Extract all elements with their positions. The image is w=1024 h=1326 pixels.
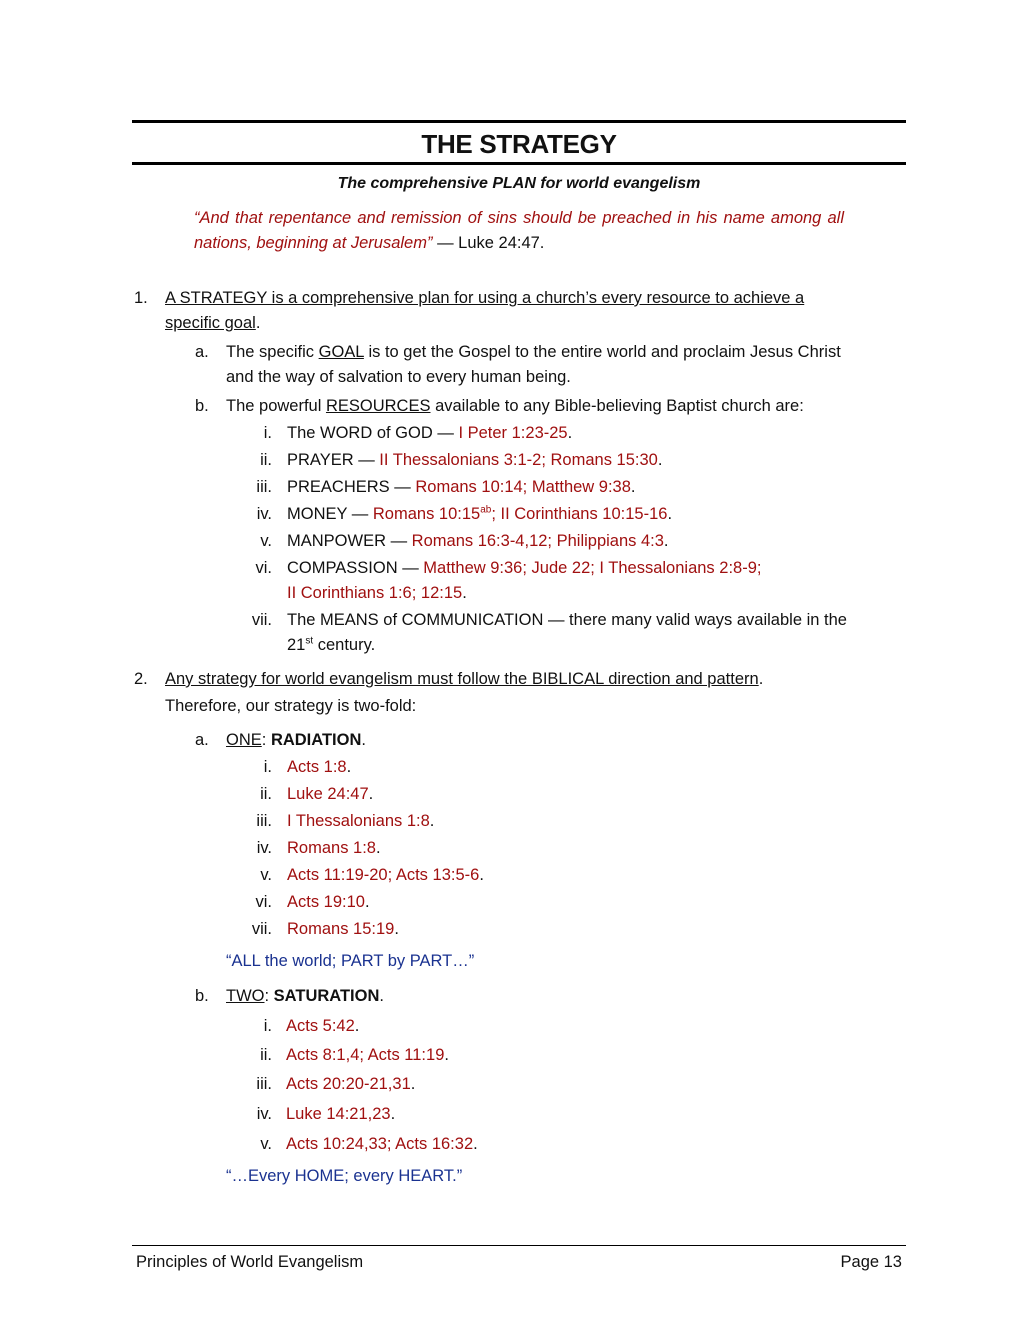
saturation-item-number: iii. <box>256 1075 272 1093</box>
section-2-number: 2. <box>134 670 148 688</box>
resource-item-number: iii. <box>256 478 272 496</box>
section-2b-number: b. <box>195 987 209 1005</box>
footer-page-number: Page 13 <box>840 1253 902 1271</box>
page-subtitle: The comprehensive PLAN for world evangelism <box>337 175 701 192</box>
scripture-reference: Luke 14:21,23 <box>286 1105 391 1123</box>
period: . <box>346 758 352 776</box>
radiation-item-number: iii. <box>256 812 272 830</box>
century-word: century. <box>313 636 376 654</box>
scripture-reference: Matthew 9:36; Jude 22; I Thessalonians 2:8-9; <box>418 559 762 577</box>
scripture-reference: Romans 1:8 <box>287 839 376 857</box>
radiation-heading <box>226 729 366 751</box>
resource-item <box>287 530 669 552</box>
scripture-reference: I Thessalonians 1:8 <box>287 812 430 830</box>
resource-label: PREACHERS — <box>287 478 411 496</box>
radiation-item-number: v. <box>260 866 272 884</box>
section-2-heading-line-2: Therefore, our strategy is two-fold: <box>165 697 417 715</box>
scripture-reference: Romans 10:14; Matthew 9:38 <box>410 478 631 496</box>
strategy-two-key: TWO <box>226 987 265 1005</box>
resource-item-number: iv. <box>256 505 272 523</box>
period: . <box>375 839 381 857</box>
period: . <box>429 812 435 830</box>
section-1b-number: b. <box>195 397 209 415</box>
footer-document-title: Principles of World Evangelism <box>136 1253 364 1271</box>
period: . <box>657 451 663 469</box>
period: . <box>368 785 374 803</box>
page-title: THE STRATEGY <box>421 129 617 159</box>
period: . <box>394 920 399 938</box>
verse-superscript: ab <box>480 504 492 516</box>
section-2a-number: a. <box>195 731 209 749</box>
scripture-reference: Romans 16:3-4,12; Philippians 4:3 <box>407 532 664 550</box>
resource-item: The MEANS of COMMUNICATION — there many valid ways available in the <box>287 611 847 629</box>
saturation-item <box>286 1015 359 1037</box>
resource-item-continuation <box>287 582 467 604</box>
section-1-heading-line-2 <box>165 312 260 334</box>
saturation-item-number: i. <box>263 1017 272 1035</box>
saturation-item <box>286 1044 449 1066</box>
section-1-heading-line-1: A STRATEGY is a comprehensive plan for using a church’s every resource to achieve a <box>165 289 805 307</box>
resource-item <box>287 449 662 471</box>
resource-label: The WORD of GOD — <box>287 424 454 442</box>
resource-label: MANPOWER — <box>287 532 408 550</box>
scripture-reference: Acts 10:24,33; Acts 16:32 <box>286 1135 474 1153</box>
period: . <box>444 1046 449 1064</box>
radiation-item-number: vii. <box>251 920 272 938</box>
section-1a-line-1 <box>226 341 841 363</box>
scripture-reference: Acts 11:19-20; Acts 13:5-6 <box>287 866 480 884</box>
resource-item-number: ii. <box>260 451 272 469</box>
period: . <box>390 1105 396 1123</box>
radiation-item <box>287 891 370 913</box>
saturation-item-number: ii. <box>260 1046 272 1064</box>
saturation-item <box>286 1103 395 1125</box>
strategy-one-name: RADIATION <box>270 731 362 749</box>
quote-reference: — Luke 24:47. <box>432 234 545 252</box>
scripture-reference: Romans 15:19 <box>287 920 395 938</box>
saturation-heading <box>226 985 384 1007</box>
period: . <box>410 1075 416 1093</box>
period: . <box>663 532 669 550</box>
resource-label: COMPASSION — <box>287 559 419 577</box>
section-1-number: 1. <box>134 289 148 307</box>
radiation-item <box>287 783 373 805</box>
radiation-motto: “ALL the world; PART by PART…” <box>226 952 475 970</box>
goal-keyword: GOAL <box>318 343 364 361</box>
resource-label: PRAYER — <box>287 451 375 469</box>
section-1-heading-period: . <box>255 314 261 332</box>
title-top-rule <box>132 120 906 123</box>
title-bottom-rule <box>132 162 906 165</box>
scripture-reference: II Thessalonians 3:1-2; Romans 15:30 <box>374 451 658 469</box>
section-1-heading-tail: specific goal <box>165 314 256 332</box>
ordinal-superscript: st <box>305 635 314 647</box>
opening-scripture-quote <box>194 206 844 256</box>
quote-text: “And that repentance and remission of sins should be preached in his name among all nations, beginning at Jerusalem” <box>194 209 844 252</box>
footer-rule <box>132 1245 906 1246</box>
resource-item <box>287 557 761 579</box>
saturation-item <box>286 1133 478 1155</box>
scripture-reference: Acts 5:42 <box>286 1017 355 1035</box>
goal-description: is to get the Gospel to the entire world and proclaim Jesus Christ <box>363 343 841 361</box>
saturation-motto: “…Every HOME; every HEART.” <box>226 1167 463 1185</box>
resource-item-number: vi. <box>255 559 272 577</box>
saturation-item-number: iv. <box>256 1105 272 1123</box>
resources-description: available to any Bible-believing Baptist church are: <box>430 397 804 415</box>
resource-item-number: i. <box>263 424 272 442</box>
scripture-reference: I Peter 1:23-25 <box>453 424 568 442</box>
scripture-reference: Acts 8:1,4; Acts 11:19 <box>286 1046 445 1064</box>
period: . <box>479 866 484 884</box>
section-1a-line-2: and the way of salvation to every human being. <box>226 368 571 386</box>
resource-item-continuation <box>287 634 375 656</box>
radiation-item-number: iv. <box>256 839 272 857</box>
radiation-item <box>287 756 351 778</box>
period: . <box>758 670 764 688</box>
resource-item-number: v. <box>260 532 272 550</box>
radiation-item <box>287 837 381 859</box>
section-1a-number: a. <box>195 343 209 361</box>
saturation-item-number: v. <box>260 1135 272 1153</box>
period: . <box>462 584 467 602</box>
resource-item <box>287 476 636 498</box>
period: . <box>364 893 370 911</box>
resource-item <box>287 503 672 525</box>
radiation-item <box>287 810 434 832</box>
scripture-reference: ; II Corinthians 10:15-16 <box>491 505 668 523</box>
radiation-item-number: i. <box>263 758 272 776</box>
scripture-reference: Romans 10:15 <box>368 505 481 523</box>
resource-item <box>287 422 572 444</box>
separator: : <box>264 987 274 1005</box>
scripture-reference: Acts 1:8 <box>287 758 347 776</box>
period: . <box>630 478 636 496</box>
section-2-heading: Any strategy for world evangelism must follow the BIBLICAL direction and pattern <box>165 670 759 688</box>
radiation-item <box>287 918 399 940</box>
strategy-two-name: SATURATION <box>273 987 380 1005</box>
radiation-item-number: ii. <box>260 785 272 803</box>
period: . <box>567 424 573 442</box>
separator: : <box>261 731 271 749</box>
period: . <box>354 1017 360 1035</box>
scripture-reference: Acts 19:10 <box>287 893 365 911</box>
radiation-item-number: vi. <box>255 893 272 911</box>
resources-intro: The powerful <box>226 397 326 415</box>
resource-label: MONEY — <box>287 505 369 523</box>
scripture-reference: II Corinthians 1:6; 12:15 <box>287 584 463 602</box>
period: . <box>361 731 366 749</box>
goal-intro: The specific <box>226 343 319 361</box>
resources-keyword: RESOURCES <box>325 397 431 415</box>
period: . <box>667 505 673 523</box>
resource-item-number: vii. <box>251 611 272 629</box>
scripture-reference: Luke 24:47 <box>287 785 369 803</box>
strategy-one-key: ONE <box>226 731 262 749</box>
saturation-item <box>286 1073 415 1095</box>
period: . <box>379 987 384 1005</box>
scripture-reference: Acts 20:20-21,31 <box>286 1075 411 1093</box>
section-2-heading-line-1 <box>165 668 763 690</box>
period: . <box>473 1135 478 1153</box>
century-number: 21 <box>287 636 306 654</box>
radiation-item <box>287 864 484 886</box>
section-1b-line <box>226 395 804 417</box>
